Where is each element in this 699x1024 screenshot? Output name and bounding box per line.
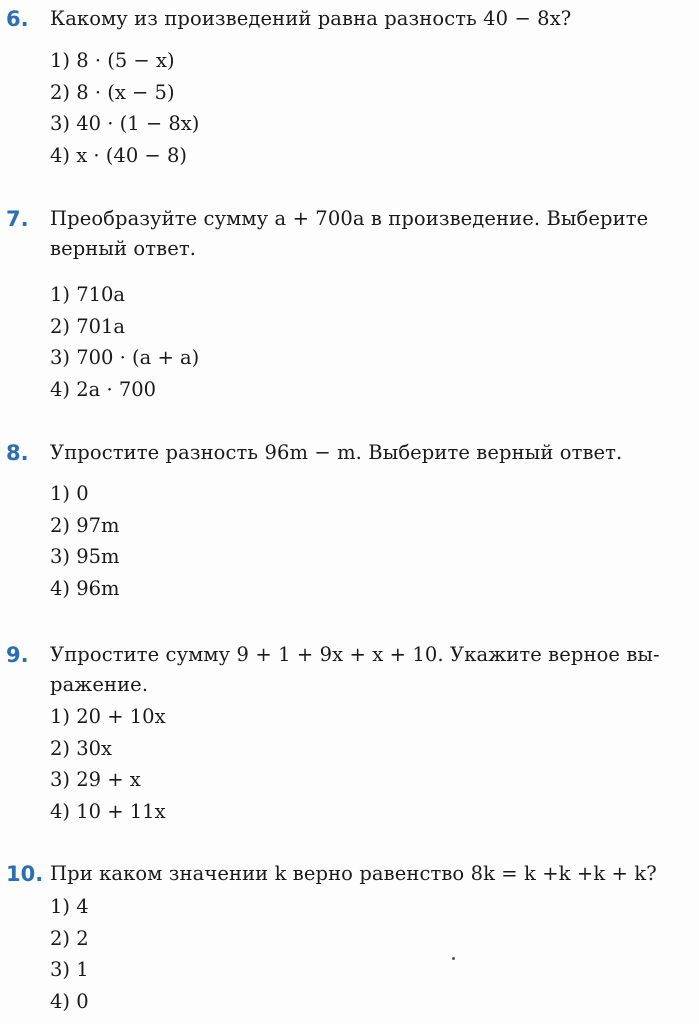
problem-stem bbox=[50, 438, 690, 468]
stem-line: Какому из произведений равна разность 40 − 8x? bbox=[50, 7, 572, 30]
answer-option: 1) 20 + 10x bbox=[50, 705, 166, 728]
answer-option: 4) 0 bbox=[50, 989, 89, 1013]
answer-option: 2) 97m bbox=[50, 513, 120, 537]
problem-stem bbox=[50, 204, 690, 264]
answer-option: 4) 2a · 700 bbox=[50, 377, 157, 401]
answer-option: 3) 95m bbox=[50, 545, 120, 568]
answer-option: 1) 4 bbox=[50, 895, 89, 918]
problem-number: 9. bbox=[6, 643, 29, 667]
answer-option: 4) 96m bbox=[50, 576, 120, 600]
problem-number: 7. bbox=[6, 207, 29, 231]
answer-option: 2) 30x bbox=[50, 736, 113, 760]
answer-option: 4) 10 + 11x bbox=[50, 799, 166, 823]
problem-number: 6. bbox=[6, 7, 29, 31]
problem-stem bbox=[50, 640, 690, 700]
stem-line: верный ответ. bbox=[50, 237, 197, 260]
problem-number: 10. bbox=[6, 862, 44, 886]
answer-option: 3) 1 bbox=[50, 958, 89, 981]
answer-option: 3) 40 · (1 − 8x) bbox=[50, 112, 200, 135]
stem-line: Упростите разность 96m − m. Выберите верный ответ. bbox=[50, 441, 623, 464]
answer-option: 2) 2 bbox=[50, 926, 89, 950]
answer-option: 1) 0 bbox=[50, 482, 89, 505]
stem-line: ражение. bbox=[50, 673, 149, 696]
problem-stem bbox=[50, 4, 690, 34]
answer-option: 3) 29 + x bbox=[50, 768, 141, 791]
answer-option: 3) 700 · (a + a) bbox=[50, 346, 200, 369]
stem-line: При каком значении k верно равенство 8k = k +k +k + k? bbox=[50, 862, 657, 885]
answer-options bbox=[50, 478, 120, 604]
answer-option: 4) x · (40 − 8) bbox=[50, 143, 187, 167]
answer-options bbox=[50, 45, 199, 171]
answer-options bbox=[50, 279, 199, 405]
answer-option: 1) 8 · (5 − x) bbox=[50, 49, 175, 72]
answer-option: 1) 710a bbox=[50, 283, 126, 306]
answer-options bbox=[50, 701, 166, 827]
answer-option: 2) 701a bbox=[50, 314, 126, 338]
problem-number: 8. bbox=[6, 441, 29, 465]
stem-line: Преобразуйте сумму a + 700a в произведение. Выберите bbox=[50, 207, 649, 230]
answer-options bbox=[50, 891, 89, 1017]
problem-stem bbox=[50, 859, 690, 889]
answer-option: 2) 8 · (x − 5) bbox=[50, 80, 175, 104]
stem-line: Упростите сумму 9 + 1 + 9x + x + 10. Укажите верное вы- bbox=[50, 643, 660, 666]
scan-speck bbox=[452, 957, 455, 960]
